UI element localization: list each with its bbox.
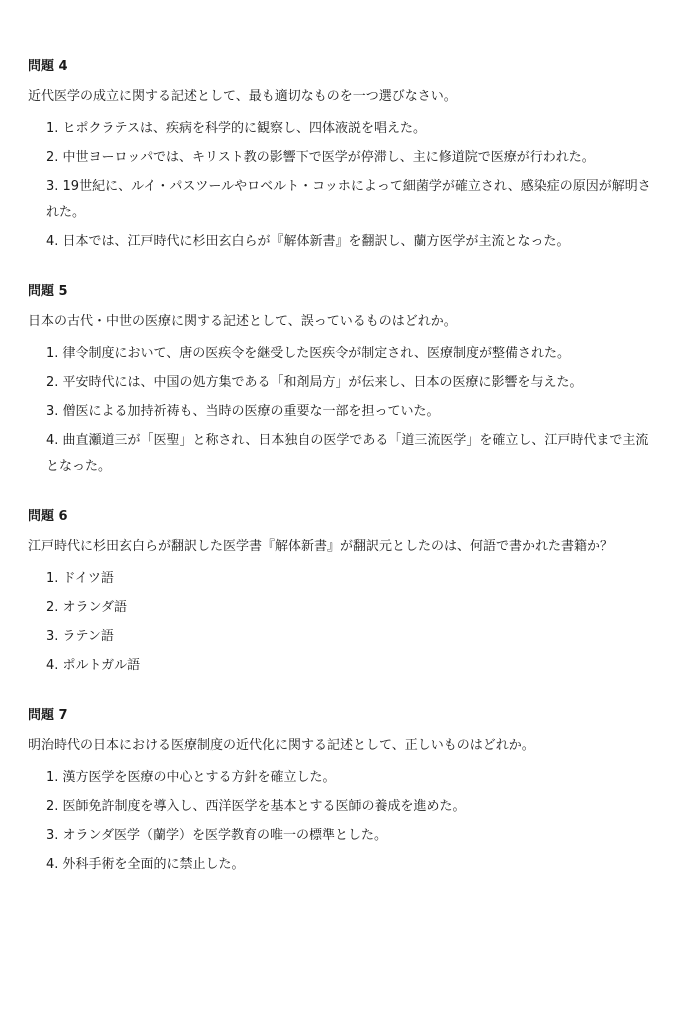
option-item: 3. ラテン語 (46, 629, 114, 644)
option-item: 3. 僧医による加持祈祷も、当時の医療の重要な一部を担っていた。 (46, 404, 440, 419)
question-6 (28, 502, 652, 679)
option-item: 2. 医師免許制度を導入し、西洋医学を基本とする医師の養成を進めた。 (46, 799, 466, 814)
option-item: 1. 律令制度において、唐の医疾令を継受した医疾令が制定され、医療制度が整備された。 (46, 346, 571, 361)
option-item: 2. オランダ語 (46, 600, 128, 615)
question-title: 問題 5 (28, 284, 68, 299)
option-list (28, 341, 652, 480)
question-7 (28, 701, 652, 878)
option-list (28, 116, 652, 255)
question-text: 近代医学の成立に関する記述として、最も適切なものを一つ選びなさい。 (28, 89, 457, 104)
option-item: 1. ヒポクラテスは、疾病を科学的に観察し、四体液説を唱えた。 (46, 121, 427, 136)
option-item: 2. 平安時代には、中国の処方集である「和剤局方」が伝来し、日本の医療に影響を与えた。 (46, 375, 583, 390)
option-list (28, 566, 652, 679)
option-item: 4. 日本では、江戸時代に杉田玄白らが『解体新書』を翻訳し、蘭方医学が主流となった。 (46, 234, 570, 249)
option-item: 4. ポルトガル語 (46, 658, 141, 673)
question-5 (28, 277, 652, 480)
question-text: 日本の古代・中世の医療に関する記述として、誤っているものはどれか。 (28, 314, 457, 329)
question-title: 問題 6 (28, 509, 68, 524)
option-item: 2. 中世ヨーロッパでは、キリスト教の影響下で医学が停滞し、主に修道院で医療が行われた。 (46, 150, 595, 165)
question-title: 問題 4 (28, 59, 68, 74)
option-item: 1. ドイツ語 (46, 571, 114, 586)
option-item: 3. オランダ医学（蘭学）を医学教育の唯一の標準とした。 (46, 828, 388, 843)
option-list (28, 765, 652, 878)
option-item: 4. 曲直瀬道三が「医聖」と称され、日本独自の医学である「道三流医学」を確立し、江戸時代まで主流となった。 (46, 433, 649, 474)
question-title: 問題 7 (28, 708, 68, 723)
question-text: 明治時代の日本における医療制度の近代化に関する記述として、正しいものはどれか。 (28, 738, 535, 753)
option-item: 4. 外科手術を全面的に禁止した。 (46, 857, 245, 872)
option-item: 3. 19世紀に、ルイ・パスツールやロベルト・コッホによって細菌学が確立され、感染症の原因が解明された。 (46, 179, 651, 220)
question-4 (28, 52, 652, 255)
question-text: 江戸時代に杉田玄白らが翻訳した医学書『解体新書』が翻訳元としたのは、何語で書かれた書籍か？ (28, 539, 614, 554)
option-item: 1. 漢方医学を医療の中心とする方針を確立した。 (46, 770, 336, 785)
